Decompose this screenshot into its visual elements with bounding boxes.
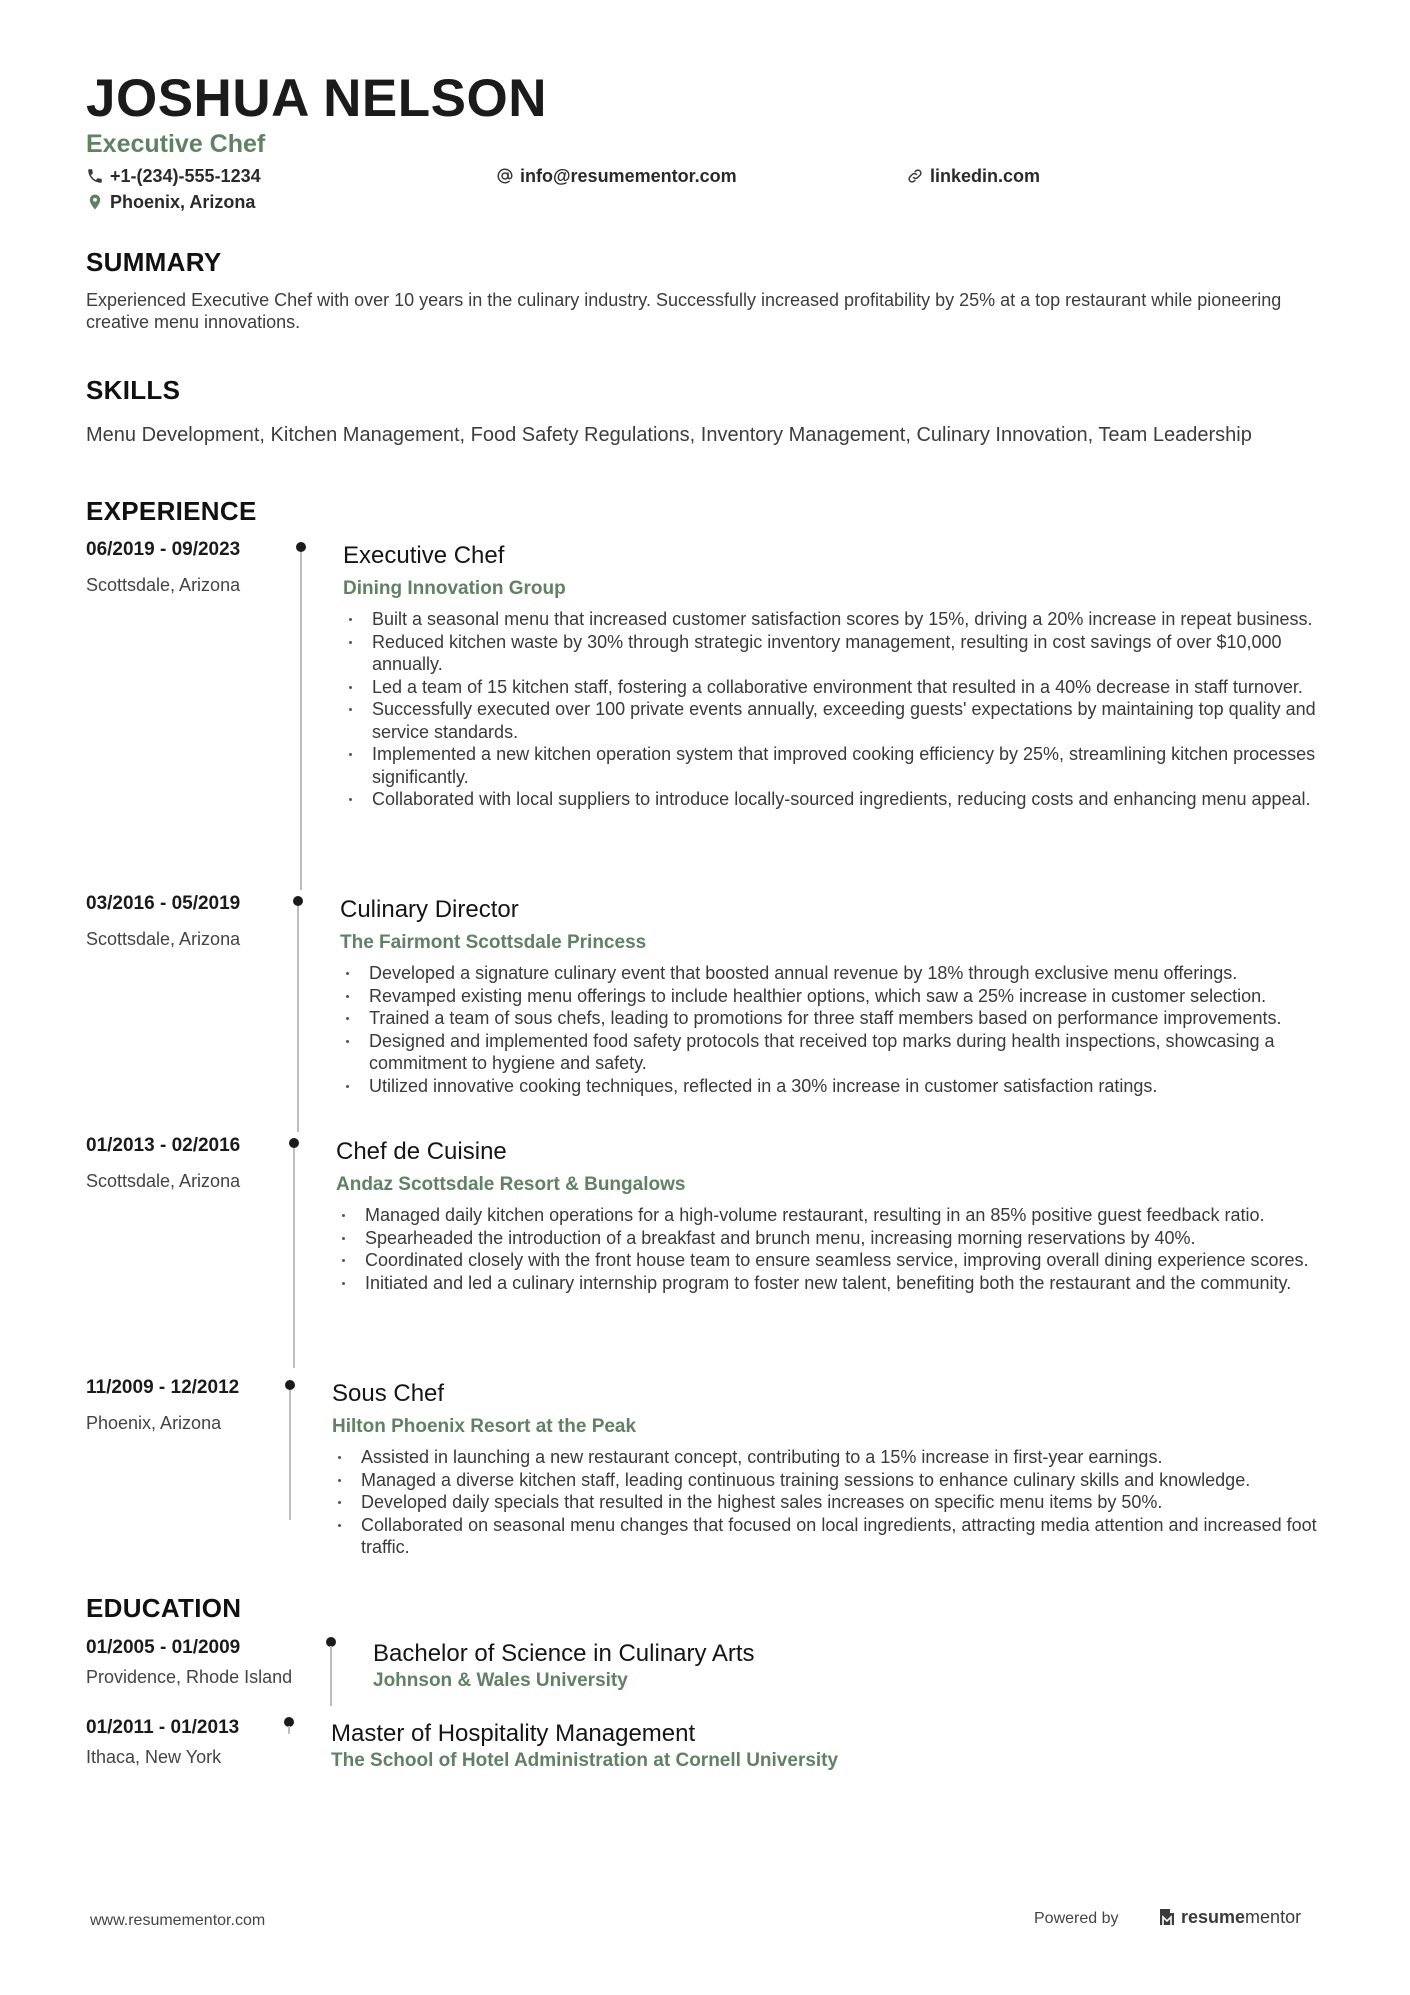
education-school: Johnson & Wales University — [373, 1670, 628, 1691]
timeline-dot — [296, 542, 306, 552]
list-item: Managed daily kitchen operations for a high-volume restaurant, resulting in an 85% positive guest feedback ratio. — [336, 1204, 1336, 1227]
list-item: Initiated and led a culinary internship program to foster new talent, benefiting both the restaurant and the community. — [336, 1272, 1336, 1295]
list-item: Designed and implemented food safety protocols that received top marks during health inspections, showcasing a commitment to hygiene and safety. — [340, 1030, 1340, 1075]
education-dates: 01/2011 - 01/2013 — [86, 1717, 240, 1738]
list-item: Revamped existing menu offerings to include healthier options, which saw a 25% increase in customer selection. — [340, 985, 1340, 1008]
education-heading: EDUCATION — [86, 1593, 242, 1623]
map-pin-icon — [86, 193, 104, 211]
list-item: Collaborated with local suppliers to introduce locally-sourced ingredients, reducing costs and enhancing menu appeal. — [343, 788, 1343, 811]
list-item: Led a team of 15 kitchen staff, fostering a collaborative environment that resulted in a 40% decrease in staff turnover. — [343, 676, 1343, 699]
timeline-dot — [293, 896, 303, 906]
experience-dates: 06/2019 - 09/2023 — [86, 539, 241, 560]
footer-website[interactable]: www.resumementor.com — [90, 1912, 266, 1929]
contact-linkedin-text: linkedin.com — [930, 166, 1041, 186]
contact-location-text: Phoenix, Arizona — [110, 192, 256, 212]
education-dates: 01/2005 - 01/2009 — [86, 1637, 241, 1658]
education-degree: Bachelor of Science in Culinary Arts — [373, 1640, 755, 1667]
summary-text: Experienced Executive Chef with over 10 years in the culinary industry. Successfully increased profitability by 25% at a top restaurant while pioneering creative menu innovations. — [86, 290, 1282, 332]
education-school: The School of Hotel Administration at Cornell University — [331, 1750, 839, 1771]
experience-role: Sous Chef — [332, 1380, 445, 1407]
experience-role: Executive Chef — [343, 542, 505, 569]
link-icon — [906, 167, 924, 185]
timeline-line — [330, 1646, 332, 1706]
experience-heading: EXPERIENCE — [86, 496, 257, 526]
contact-linkedin[interactable] — [906, 167, 1040, 185]
candidate-title: Executive Chef — [86, 130, 266, 158]
experience-role: Chef de Cuisine — [336, 1138, 507, 1165]
contact-email-text: info@resumementor.com — [520, 166, 737, 186]
experience-company: Andaz Scottsdale Resort & Bungalows — [336, 1174, 686, 1195]
contact-location — [86, 193, 255, 211]
experience-body — [340, 894, 1340, 1097]
contact-phone-text: +1-(234)-555-1234 — [110, 166, 261, 186]
list-item: Managed a diverse kitchen staff, leading continuous training sessions to enhance culinary skills and knowledge. — [332, 1469, 1332, 1492]
list-item: Trained a team of sous chefs, leading to promotions for three staff members based on performance improvements. — [340, 1007, 1340, 1030]
experience-bullets — [343, 608, 1343, 811]
experience-location: Scottsdale, Arizona — [86, 575, 241, 595]
experience-bullets — [336, 1204, 1336, 1294]
contact-email[interactable] — [496, 167, 737, 185]
timeline-dot — [285, 1380, 295, 1390]
experience-bullets — [340, 962, 1340, 1097]
timeline-line — [297, 906, 299, 1132]
list-item: Collaborated on seasonal menu changes that focused on local ingredients, attracting media attention and increased foot traffic. — [332, 1514, 1332, 1559]
skills-heading: SKILLS — [86, 375, 181, 405]
list-item: Successfully executed over 100 private events annually, exceeding guests' expectations by maintaining top quality and service standards. — [343, 698, 1343, 743]
experience-location: Scottsdale, Arizona — [86, 1171, 241, 1191]
timeline-line — [300, 552, 302, 890]
at-sign-icon — [496, 167, 514, 185]
experience-dates: 11/2009 - 12/2012 — [86, 1377, 240, 1398]
skills-text: Menu Development, Kitchen Management, Food Safety Regulations, Inventory Management, Culinary Innovation, Team Leadership — [86, 424, 1252, 446]
education-degree: Master of Hospitality Management — [331, 1720, 696, 1747]
list-item: Reduced kitchen waste by 30% through strategic inventory management, resulting in cost savings of over $10,000 annually. — [343, 631, 1343, 676]
list-item: Developed daily specials that resulted in the highest sales increases on specific menu items by 50%. — [332, 1491, 1332, 1514]
experience-company: Dining Innovation Group — [343, 578, 566, 599]
timeline-line — [288, 1726, 290, 1734]
list-item: Assisted in launching a new restaurant concept, contributing to a 15% increase in first-year earnings. — [332, 1446, 1332, 1469]
experience-location: Scottsdale, Arizona — [86, 929, 241, 949]
timeline-dot — [289, 1138, 299, 1148]
timeline-line — [289, 1390, 291, 1520]
list-item: Coordinated closely with the front house team to ensure seamless service, improving overall dining experience scores. — [336, 1249, 1336, 1272]
list-item: Developed a signature culinary event that boosted annual revenue by 18% through exclusive menu offerings. — [340, 962, 1340, 985]
experience-company: Hilton Phoenix Resort at the Peak — [332, 1416, 637, 1437]
experience-company: The Fairmont Scottsdale Princess — [340, 932, 647, 953]
experience-body — [336, 1136, 1336, 1294]
resumementor-logo-icon — [1157, 1906, 1177, 1928]
list-item: Implemented a new kitchen operation system that improved cooking efficiency by 25%, streamlining kitchen processes significantly. — [343, 743, 1343, 788]
phone-icon — [86, 167, 104, 185]
experience-dates: 01/2013 - 02/2016 — [86, 1135, 241, 1156]
education-location: Providence, Rhode Island — [86, 1667, 293, 1687]
experience-body — [332, 1378, 1332, 1559]
footer-powered-by: Powered by — [1034, 1910, 1119, 1927]
candidate-name: JOSHUA NELSON — [86, 69, 547, 128]
summary-heading: SUMMARY — [86, 247, 222, 277]
timeline-line — [293, 1148, 295, 1368]
list-item: Utilized innovative cooking techniques, reflected in a 30% increase in customer satisfaction ratings. — [340, 1075, 1340, 1098]
experience-location: Phoenix, Arizona — [86, 1413, 222, 1433]
education-location: Ithaca, New York — [86, 1747, 222, 1767]
experience-dates: 03/2016 - 05/2019 — [86, 893, 241, 914]
footer-brand-logo[interactable] — [1157, 1906, 1301, 1928]
brand-name-regular: mentor — [1245, 1907, 1302, 1927]
contact-phone — [86, 167, 261, 185]
experience-role: Culinary Director — [340, 896, 519, 923]
experience-bullets — [332, 1446, 1332, 1559]
brand-name-bold: resume — [1181, 1907, 1246, 1927]
list-item: Spearheaded the introduction of a breakfast and brunch menu, increasing morning reservations by 40%. — [336, 1227, 1336, 1250]
list-item: Built a seasonal menu that increased customer satisfaction scores by 15%, driving a 20% increase in repeat business. — [343, 608, 1343, 631]
experience-body — [343, 540, 1343, 811]
